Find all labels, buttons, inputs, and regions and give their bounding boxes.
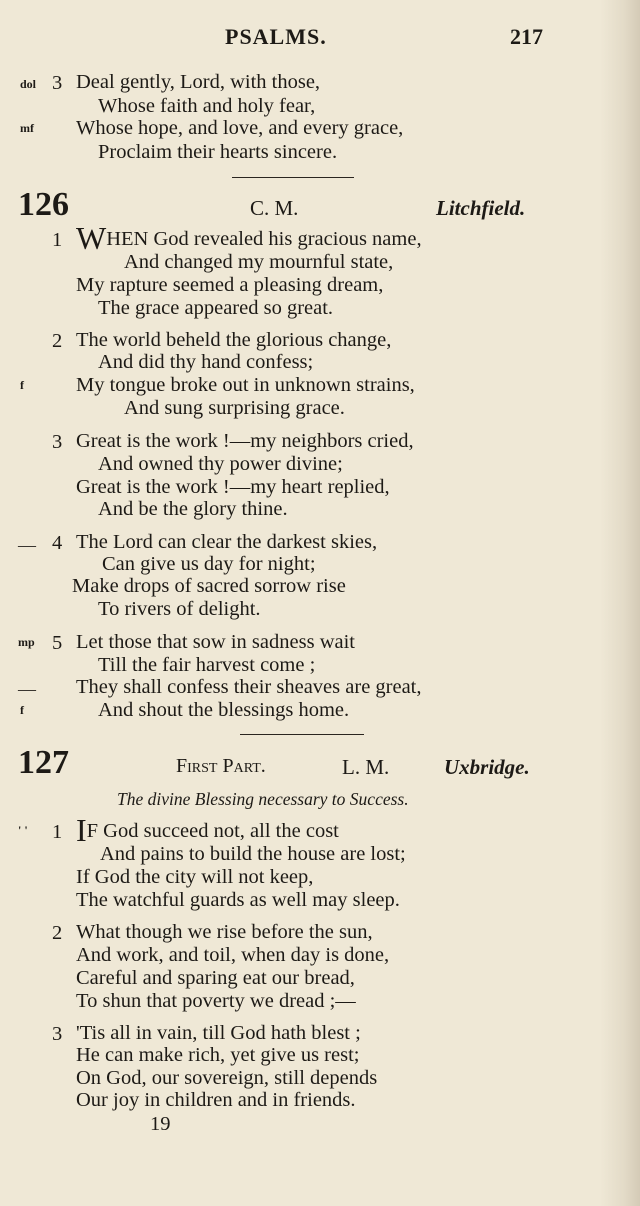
hymn-line: The world beheld the glorious change, bbox=[76, 329, 392, 351]
hymn-line: And pains to build the house are lost; bbox=[100, 843, 406, 865]
verse-number: 5 bbox=[52, 632, 63, 654]
verse-number: 2 bbox=[52, 922, 63, 944]
dynamic-mark: mp bbox=[18, 635, 35, 649]
hymn-line: My tongue broke out in unknown strains, bbox=[76, 374, 415, 396]
hymn-line: The Lord can clear the darkest skies, bbox=[76, 531, 378, 553]
hymn-line: And changed my mournful state, bbox=[124, 251, 394, 273]
dynamic-mark: dol bbox=[20, 77, 37, 91]
dynamic-mark: ' ' bbox=[18, 823, 28, 837]
dynamic-mark: — bbox=[18, 679, 36, 699]
signature-mark: 19 bbox=[150, 1113, 171, 1135]
verse-number: 3 bbox=[52, 431, 63, 453]
hymn-line: And shout the blessings home. bbox=[98, 699, 350, 721]
hymn-line: And work, and toil, when day is done, bbox=[76, 944, 390, 966]
verse-number: 2 bbox=[52, 330, 63, 352]
page-number: 217 bbox=[510, 24, 543, 49]
hymn-line: Deal gently, Lord, with those, bbox=[76, 71, 321, 93]
hymn-line: 'Tis all in vain, till God hath blest ; bbox=[76, 1022, 361, 1044]
hymn-part: First Part. bbox=[176, 755, 266, 777]
section-rule bbox=[232, 177, 354, 178]
hymn-line: He can make rich, yet give us rest; bbox=[76, 1044, 360, 1066]
verse-number: 4 bbox=[52, 532, 63, 554]
hymn-number: 126 bbox=[18, 186, 69, 223]
hymn-line: To rivers of delight. bbox=[98, 598, 261, 620]
drop-cap: I bbox=[76, 812, 87, 848]
verse-number: 1 bbox=[52, 821, 63, 843]
first-line-text: HEN God revealed his gracious name, bbox=[106, 228, 422, 250]
hymn-line: My rapture seemed a pleasing dream, bbox=[76, 274, 384, 296]
hymn-meter: L. M. bbox=[342, 755, 390, 779]
hymn-line: The watchful guards as well may sleep. bbox=[76, 889, 400, 911]
hymn-line: And sung surprising grace. bbox=[124, 397, 345, 419]
dynamic-mark: f bbox=[20, 703, 24, 717]
verse-number: 3 bbox=[52, 1023, 63, 1045]
hymn-line: To shun that poverty we dread ;— bbox=[76, 990, 356, 1012]
hymn-line: On God, our sovereign, still depends bbox=[76, 1067, 378, 1089]
first-line-text: F God succeed not, all the cost bbox=[86, 820, 339, 842]
verse-number: 1 bbox=[52, 229, 63, 251]
hymn-line: Great is the work !—my neighbors cried, bbox=[76, 430, 414, 452]
hymn-line: Whose hope, and love, and every grace, bbox=[76, 117, 404, 139]
hymn-line: Great is the work !—my heart replied, bbox=[76, 476, 390, 498]
hymn-meter: C. M. bbox=[250, 196, 299, 220]
hymn-line-first bbox=[76, 220, 422, 256]
hymn-line: The grace appeared so great. bbox=[98, 297, 334, 319]
hymn-line: Till the fair harvest come ; bbox=[98, 654, 316, 676]
drop-cap: W bbox=[76, 220, 107, 256]
dynamic-mark: mf bbox=[20, 121, 34, 135]
hymn-line: And be the glory thine. bbox=[98, 498, 288, 520]
hymn-line: Our joy in children and in friends. bbox=[76, 1089, 356, 1111]
hymn-line: Careful and sparing eat our bread, bbox=[76, 967, 355, 989]
hymn-line: They shall confess their sheaves are great, bbox=[76, 676, 422, 698]
tune-name: Uxbridge. bbox=[444, 755, 530, 779]
hymn-line: And owned thy power divine; bbox=[98, 453, 343, 475]
verse-number: 3 bbox=[52, 72, 63, 94]
hymn-line: If God the city will not keep, bbox=[76, 866, 314, 888]
page-header bbox=[0, 24, 640, 54]
dynamic-mark: f bbox=[20, 378, 24, 392]
hymn-subtitle: The divine Blessing necessary to Success. bbox=[117, 789, 409, 809]
hymn-line: And did thy hand confess; bbox=[98, 351, 314, 373]
page-edge-shadow bbox=[600, 0, 640, 1206]
hymn-line: Make drops of sacred sorrow rise bbox=[72, 575, 346, 597]
hymn-line: Proclaim their hearts sincere. bbox=[98, 141, 338, 163]
hymn-line: Whose faith and holy fear, bbox=[98, 95, 316, 117]
hymn-line-first bbox=[76, 812, 339, 848]
hymn-line: Can give us day for night; bbox=[102, 553, 316, 575]
running-title: PSALMS. bbox=[225, 24, 327, 49]
hymn-number: 127 bbox=[18, 744, 69, 781]
hymn-line: Let those that sow in sadness wait bbox=[76, 631, 355, 653]
section-rule bbox=[240, 734, 364, 735]
tune-name: Litchfield. bbox=[436, 196, 526, 220]
hymn-line: What though we rise before the sun, bbox=[76, 921, 373, 943]
dynamic-mark: — bbox=[18, 535, 36, 555]
